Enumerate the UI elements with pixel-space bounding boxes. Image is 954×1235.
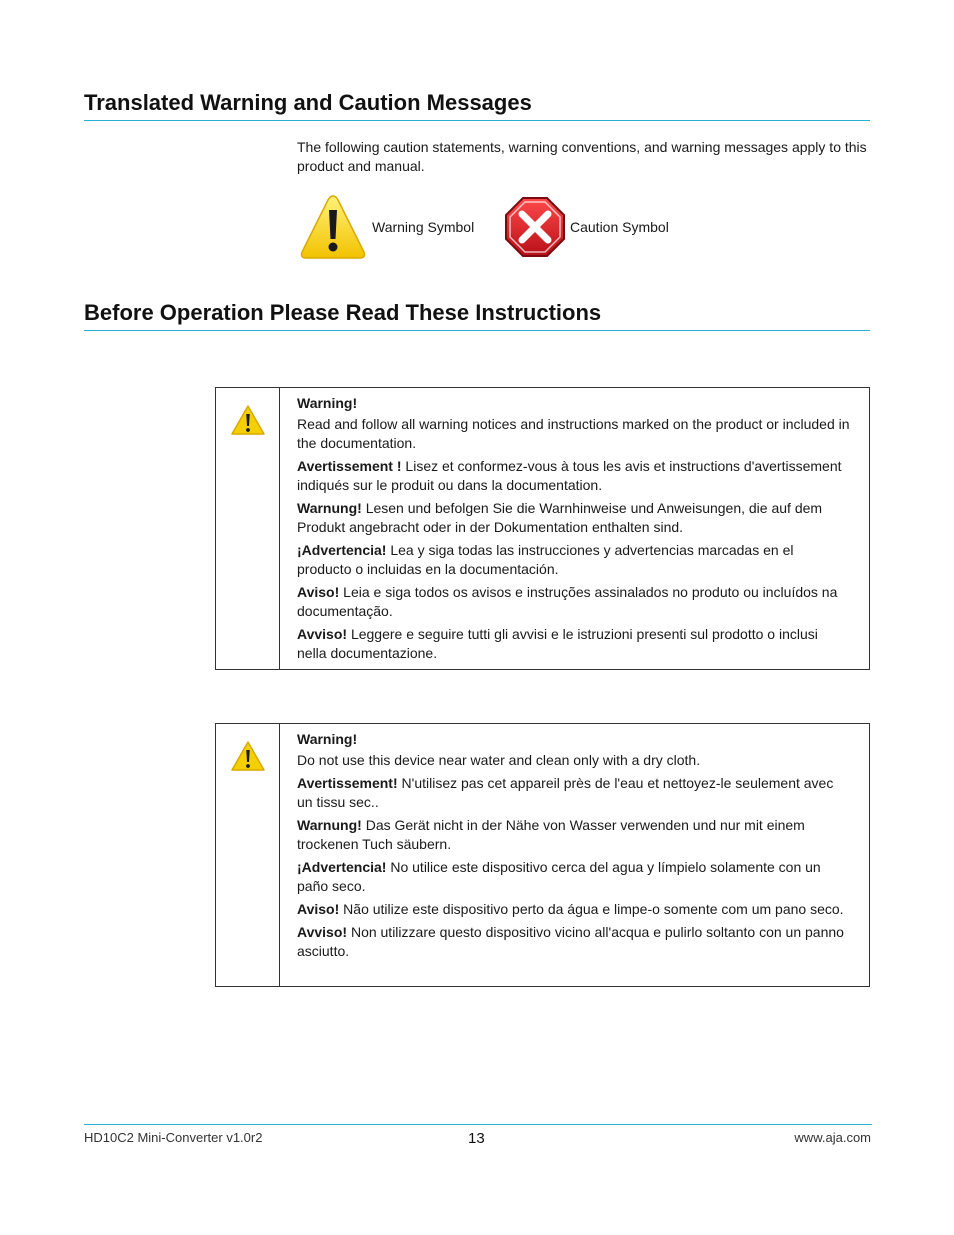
label-fr: Avertissement! (297, 775, 398, 791)
label-pt: Aviso! (297, 901, 340, 917)
warning-box-water (215, 723, 870, 987)
symbol-legend (298, 192, 698, 264)
label-de: Warnung! (297, 500, 362, 516)
label-es: ¡Advertencia! (297, 859, 387, 875)
label-it: Avviso! (297, 924, 348, 940)
warning-icon-cell (216, 388, 280, 669)
intro-paragraph: The following caution statements, warning conventions, and warning messages apply to this product and manual. (297, 139, 867, 174)
warning-text-it (297, 625, 851, 663)
warning-triangle-icon (230, 740, 266, 772)
warning-symbol-legend (298, 192, 474, 262)
warning-text-cell (280, 388, 869, 669)
warning-icon-cell (216, 724, 280, 986)
warning-triangle-icon (230, 404, 266, 436)
warning-text-de (297, 499, 851, 537)
warning-text-fr (297, 774, 851, 812)
warning-box-instructions (215, 387, 870, 670)
caution-symbol-legend (504, 196, 669, 258)
warning-text-cell (280, 724, 869, 986)
warning-text-en: Do not use this device near water and clean only with a dry cloth. (297, 752, 701, 768)
warning-title: Warning! (297, 731, 358, 747)
warning-text-es (297, 858, 851, 896)
label-fr: Avertissement ! (297, 458, 402, 474)
caution-symbol-label: Caution Symbol (570, 219, 669, 235)
warning-title: Warning! (297, 395, 358, 411)
text-es: No utilice este dispositivo cerca del agua y límpielo solamente con un paño seco. (297, 859, 821, 894)
text-de: Lesen und befolgen Sie die Warnhinweise und Anweisungen, die auf dem Produkt angebracht oder in der Dokumentation enthalten sind. (297, 500, 823, 535)
page-number: 13 (468, 1130, 485, 1147)
text-pt: Leia e siga todos os avisos e instruções assinalados no produto ou incluídos na documentação. (297, 584, 838, 619)
warning-text-en: Read and follow all warning notices and instructions marked on the product or included in the documentation. (297, 416, 850, 451)
warning-text-pt (297, 900, 851, 919)
section-heading-translated: Translated Warning and Caution Messages (84, 89, 870, 121)
footer-document-title: HD10C2 Mini-Converter v1.0r2 (84, 1130, 263, 1145)
text-es: Lea y siga todas las instrucciones y advertencias marcadas en el producto o incluidas en la documentación. (297, 542, 794, 577)
footer-website-link[interactable]: www.aja.com (794, 1130, 871, 1145)
text-it: Leggere e seguire tutti gli avvisi e le istruzioni presenti sul prodotto o inclusi nella documentazione. (297, 626, 818, 661)
warning-text-de (297, 816, 851, 854)
warning-text-pt (297, 583, 851, 621)
text-pt: Não utilize este dispositivo perto da água e limpe-o somente com um pano seco. (339, 901, 844, 917)
warning-symbol-label: Warning Symbol (372, 219, 475, 235)
label-pt: Aviso! (297, 584, 340, 600)
warning-text-it (297, 923, 851, 961)
caution-stop-icon (504, 196, 566, 258)
section-heading-before-operation: Before Operation Please Read These Instructions (84, 299, 870, 331)
label-de: Warnung! (297, 817, 362, 833)
text-fr: N'utilisez pas cet appareil près de l'eau et nettoyez-le seulement avec un tissu sec.. (297, 775, 834, 810)
label-es: ¡Advertencia! (297, 542, 387, 558)
warning-text-fr (297, 457, 851, 495)
text-it: Non utilizzare questo dispositivo vicino all'acqua e pulirlo soltanto con un panno asciutto. (297, 924, 844, 959)
label-it: Avviso! (297, 626, 348, 642)
text-fr: Lisez et conformez-vous à tous les avis et instructions d'avertissement indiqués sur le produit ou dans la documentation. (297, 458, 842, 493)
footer-divider (84, 1124, 872, 1125)
warning-text-es (297, 541, 851, 579)
text-de: Das Gerät nicht in der Nähe von Wasser verwenden und nur mit einem trockenen Tuch säubern. (297, 817, 805, 852)
warning-triangle-icon (298, 192, 368, 262)
